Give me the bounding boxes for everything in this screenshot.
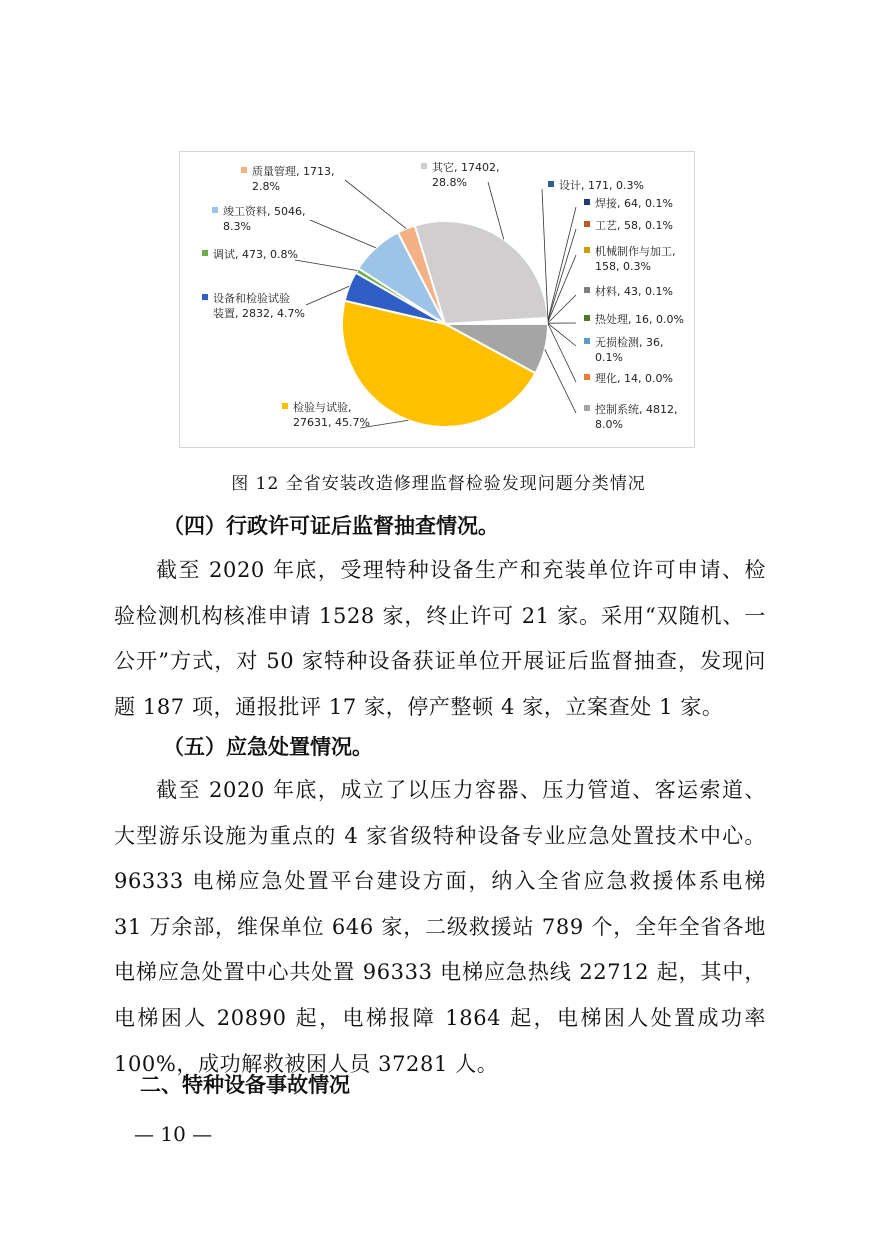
legend-swatch-1 <box>548 181 554 187</box>
section-two-heading: 二、特种设备事故情况 <box>140 1073 350 1097</box>
leader-line-2 <box>548 207 576 320</box>
slice-label-7-line-1: 无损检测, 36, <box>595 336 664 349</box>
leader-line-3 <box>548 229 576 321</box>
legend-swatch-10 <box>282 403 288 409</box>
legend-swatch-14 <box>241 167 247 173</box>
slice-label-10-line-1: 检验与试验, <box>293 401 352 414</box>
pie-chart <box>180 152 694 447</box>
leader-line-13 <box>310 220 376 248</box>
section-4-paragraph: 截至 2020 年底，受理特种设备生产和充装单位许可申请、检验检测机构核准申请 1528 家，终止许可 21 家。采用“双随机、一公开”方式，对 50 家特种设备获证单位开展证后监督抽查，发现问题 187 项，通报批评 17 家，停产整顿 4 家，立案查处 1 家。 <box>114 558 766 719</box>
leader-line-7 <box>548 323 576 346</box>
slice-label-7-line-2: 0.1% <box>595 351 623 364</box>
legend-swatch-5 <box>584 287 590 293</box>
leader-line-11 <box>306 286 349 305</box>
legend-swatch-9 <box>584 405 590 411</box>
section-4-heading: （四）行政许可证后监督抽查情况。 <box>163 514 499 538</box>
slice-label-4-line-1: 机械制作与加工, <box>595 245 676 258</box>
leader-line-8 <box>548 324 576 382</box>
slice-label-11-line-2: 装置, 2832, 4.7% <box>213 307 305 320</box>
legend-swatch-7 <box>584 338 590 344</box>
legend-swatch-2 <box>584 199 590 205</box>
pie-chart-frame <box>179 151 695 448</box>
slice-label-8-line-1: 理化, 14, 0.0% <box>595 372 673 385</box>
slice-label-9-line-2: 8.0% <box>595 418 623 431</box>
legend-swatch-12 <box>202 250 208 256</box>
pie-wedges <box>342 221 548 427</box>
slice-label-2-line-1: 焊接, 64, 0.1% <box>595 197 673 210</box>
slice-label-15-line-1: 其它, 17402, <box>432 161 500 174</box>
leader-line-9 <box>545 349 576 413</box>
slice-label-15-line-2: 28.8% <box>432 176 467 189</box>
slice-label-6-line-1: 热处理, 16, 0.0% <box>595 313 684 326</box>
slice-label-12-line-1: 调试, 473, 0.8% <box>213 248 298 261</box>
legend-swatch-8 <box>584 374 590 380</box>
legend-swatch-3 <box>584 221 590 227</box>
section-5-heading: （五）应急处置情况。 <box>163 735 373 759</box>
leader-line-5 <box>548 295 576 323</box>
legend-swatch-13 <box>212 207 218 213</box>
slice-label-11-line-1: 设备和检验试验 <box>213 292 290 305</box>
section-5-paragraph: 截至 2020 年底，成立了以压力容器、压力管道、客运索道、大型游乐设施为重点的 4 家省级特种设备专业应急处置技术中心。96333 电梯应急处置平台建设方面，纳入全省应急救援体系电梯 31 万余部，维保单位 646 家，二级救援站 789 个，全年全省各地电梯应急处置中心共处置 96333 电梯应急热线 22712 起，其中，电梯困人 20890 起，电梯报障 1864 起，电梯困人处置成功率 100%，成功解救被困人员 37281 人。 <box>114 778 766 1076</box>
slice-label-13-line-2: 8.3% <box>223 220 251 233</box>
legend-swatch-6 <box>584 315 590 321</box>
legend-swatch-15 <box>421 163 427 169</box>
figure-caption: 图 12 全省安装改造修理监督检验发现问题分类情况 <box>231 474 646 494</box>
slice-label-4-line-2: 158, 0.3% <box>595 260 651 273</box>
slice-label-13-line-1: 竣工资料, 5046, <box>223 205 306 218</box>
slice-label-5-line-1: 材料, 43, 0.1% <box>595 285 673 298</box>
slice-label-14-line-1: 质量管理, 1713, <box>252 165 335 178</box>
slice-label-1-line-1: 设计, 171, 0.3% <box>559 179 644 192</box>
slice-label-10-line-2: 27631, 45.7% <box>293 416 370 429</box>
leader-line-14 <box>345 180 406 229</box>
slice-label-3-line-1: 工艺, 58, 0.1% <box>595 219 673 232</box>
leader-line-12 <box>295 260 357 270</box>
page-number: — 10 — <box>134 1122 213 1146</box>
slice-label-14-line-2: 2.8% <box>252 180 280 193</box>
legend-swatch-4 <box>584 247 590 253</box>
slice-label-9-line-1: 控制系统, 4812, <box>595 403 678 416</box>
legend-swatch-11 <box>202 294 208 300</box>
